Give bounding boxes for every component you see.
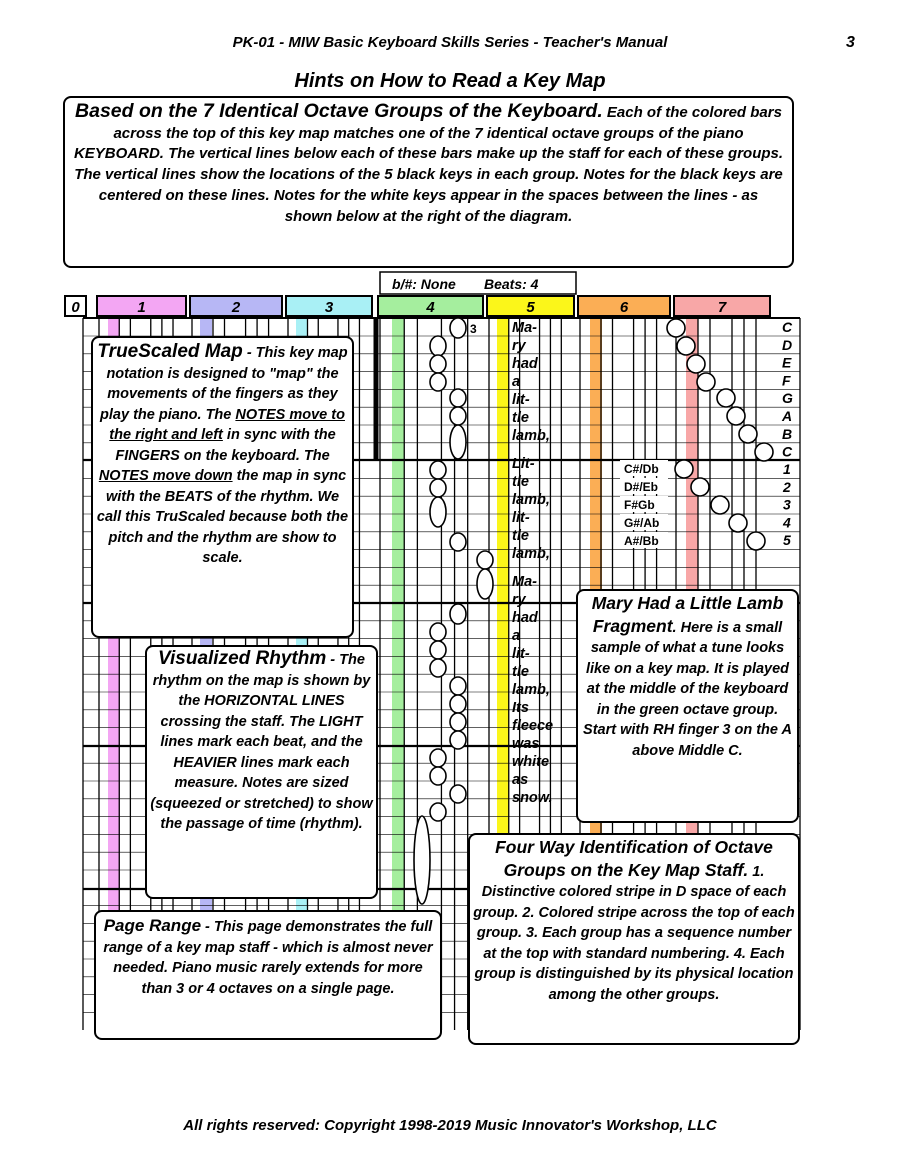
intro-heading: Based on the 7 Identical Octave Groups of the Keyboard. — [75, 100, 603, 122]
melody-note — [450, 785, 466, 803]
rhythm-box — [145, 645, 378, 899]
melody-note — [477, 569, 493, 599]
truescaled-mid: in sync with the FINGERS on the keyboard. The — [115, 427, 336, 464]
finger-note — [729, 514, 747, 532]
melody-note — [450, 695, 466, 713]
scale-note — [667, 319, 685, 337]
mary-title: Mary Had a Little Lamb Fragment — [591, 593, 784, 636]
melody-note — [430, 373, 446, 391]
melody-note — [450, 425, 466, 459]
melody-note — [430, 641, 446, 659]
lyric-word: ry — [512, 338, 526, 354]
melody-note — [430, 355, 446, 373]
lyric-word: a — [512, 374, 521, 390]
main-title: Hints on How to Read a Key Map — [294, 70, 606, 92]
mary-fragment-box — [576, 589, 799, 823]
range-body: - This page demonstrates the full range of a key map staff - which is almost never needed. Piano music rarely extends for more than 3 or 4 octaves on a single page. — [103, 919, 433, 997]
finger-number: 3 — [783, 496, 791, 513]
octave-number-5: 5 — [526, 299, 535, 316]
finger-note — [675, 460, 693, 478]
lyric-word: was — [512, 736, 540, 752]
lyric-word: Ma- — [512, 320, 537, 336]
lyric-word: lamb, — [512, 682, 550, 698]
melody-note — [430, 623, 446, 641]
lyric-word: had — [512, 610, 538, 626]
truescaled-box — [91, 336, 354, 638]
melody-note — [430, 803, 446, 821]
white-key-letter: B — [782, 425, 793, 442]
lyric-word: Lit- — [512, 456, 535, 472]
intro-box — [63, 96, 794, 268]
scale-note — [717, 389, 735, 407]
lyric-word: Ma- — [512, 574, 537, 590]
black-key-name: A#/Bb — [624, 534, 659, 548]
four-way-box — [468, 833, 800, 1045]
range-title: Page Range — [103, 916, 202, 935]
scale-note — [677, 337, 695, 355]
lyric-word: lit- — [512, 646, 530, 662]
octave-number-6: 6 — [619, 299, 629, 316]
scale-note — [755, 443, 773, 461]
white-key-letter: C — [782, 319, 793, 335]
finger-number: 5 — [783, 532, 791, 549]
melody-note — [430, 336, 446, 356]
lyric-word: a — [512, 628, 521, 644]
lyric-word: lamb, — [512, 546, 550, 562]
lyric-word: had — [512, 356, 538, 372]
lyric-word: tle — [512, 410, 529, 426]
octave-number-2: 2 — [231, 299, 241, 316]
page-number: 3 — [846, 34, 855, 51]
octave-number-1: 1 — [137, 299, 146, 316]
white-key-letter: D — [782, 336, 793, 353]
intro-body: Each of the colored bars across the top of this key map matches one of the 7 identical octave groups of the piano KEYBOARD. The vertical lines below each of these bars make up the staff for each of these groups. The vertical lines show the locations of the 5 black keys in each group. Notes for the black keys are centered on these lines. Notes for the white keys appear in the spaces between the lines - as shown below at the right of the diagram. — [73, 104, 784, 225]
black-key-name: F#Gb — [624, 498, 655, 512]
melody-note — [450, 677, 466, 695]
finger-note — [747, 532, 765, 550]
white-key-letter: F — [782, 372, 791, 389]
octave-number-3: 3 — [324, 299, 334, 316]
truescaled-underline-2: NOTES move down — [98, 468, 233, 484]
black-key-name: G#/Ab — [624, 516, 660, 530]
mary-body: . Here is a small sample of what a tune looks like on a key map. It is played at the middle of the keyboard in the green octave group. Start with RH finger 3 on the A above Middle C. — [583, 619, 792, 759]
black-key-name: D#/Eb — [624, 480, 659, 494]
melody-note — [450, 713, 466, 731]
lyric-word: snow. — [512, 790, 553, 806]
octave-number-7: 7 — [717, 299, 727, 316]
scale-note — [687, 355, 705, 373]
melody-note — [477, 551, 493, 569]
start-finger-label: 3 — [470, 322, 477, 336]
lyric-word: lit- — [512, 392, 530, 408]
melody-note — [450, 604, 466, 624]
melody-note — [430, 479, 446, 497]
accidentals-label: b/#: None — [392, 276, 456, 292]
scale-note — [697, 373, 715, 391]
truescaled-underline-1: NOTES move to the right and left — [109, 406, 345, 443]
truescaled-intro: - This key map notation is designed to "map" the movements of the fingers as they play the piano. The — [100, 345, 348, 423]
fourway-body: 1. Distinctive colored stripe in D space of each group. 2. Colored stripe across the top of each group. 3. Each group has a sequence number at the top with standard numbering. 4. Each group is distinguished by its physical location among the other groups. — [473, 863, 795, 1003]
white-key-letter: E — [782, 354, 792, 371]
lyric-word: tle — [512, 474, 529, 490]
truescaled-end: the map in sync with the BEATS of the rhythm. We call this TruScaled because both the pitch and the rhythm are show to scale. — [96, 468, 349, 566]
white-key-letter: G — [782, 390, 793, 407]
finger-number: 4 — [783, 514, 791, 531]
melody-note — [450, 389, 466, 407]
melody-note — [430, 659, 446, 677]
melody-note — [450, 731, 466, 749]
white-key-letter: A — [782, 408, 793, 424]
header-title: PK-01 - MIW Basic Keyboard Skills Series - Teacher's Manual — [232, 34, 668, 51]
finger-note — [711, 496, 729, 514]
melody-note — [430, 461, 446, 479]
octave-number-4: 4 — [426, 299, 435, 316]
finger-number: 1 — [783, 461, 791, 477]
octave-number-0: 0 — [71, 299, 80, 316]
lyric-word: fleece — [512, 718, 554, 734]
scale-note — [727, 407, 745, 425]
melody-note — [430, 497, 446, 527]
fourway-title: Four Way Identification of Octave Groups on the Key Map Staff. — [495, 837, 773, 880]
truescaled-title: TrueScaled Map — [97, 341, 243, 362]
beats-label: Beats: 4 — [484, 276, 539, 292]
lyric-word: white — [512, 754, 550, 770]
lyric-word: Its — [512, 700, 529, 716]
melody-note — [430, 749, 446, 767]
melody-note — [450, 533, 466, 551]
black-key-name: C#/Db — [624, 462, 659, 476]
lyric-word: ry — [512, 592, 526, 608]
page-range-box — [94, 910, 442, 1040]
lyric-word: lit- — [512, 510, 530, 526]
rhythm-body: - The rhythm on the map is shown by the HORIZONTAL LINES crossing the staff. The LIGHT lines mark each beat, and the HEAVIER lines mark each measure. Notes are sized (squeezed or stretched) to show the passage of time (rhythm). — [150, 652, 373, 832]
lyric-word: lamb, — [512, 428, 550, 444]
lyric-word: as — [512, 772, 529, 788]
white-key-letter: C — [782, 443, 793, 460]
finger-number: 2 — [783, 478, 791, 495]
lyric-word: tle — [512, 528, 529, 544]
finger-note — [691, 478, 709, 496]
scale-note — [739, 425, 757, 443]
footer-copyright: All rights reserved: Copyright 1998-2019 Music Innovator's Workshop, LLC — [183, 1117, 717, 1134]
lyric-word: tle — [512, 664, 529, 680]
melody-note — [450, 318, 466, 338]
melody-note — [430, 767, 446, 785]
melody-note — [414, 816, 430, 904]
melody-note — [450, 407, 466, 425]
rhythm-title: Visualized Rhythm — [158, 648, 327, 669]
lyric-word: lamb, — [512, 492, 550, 508]
